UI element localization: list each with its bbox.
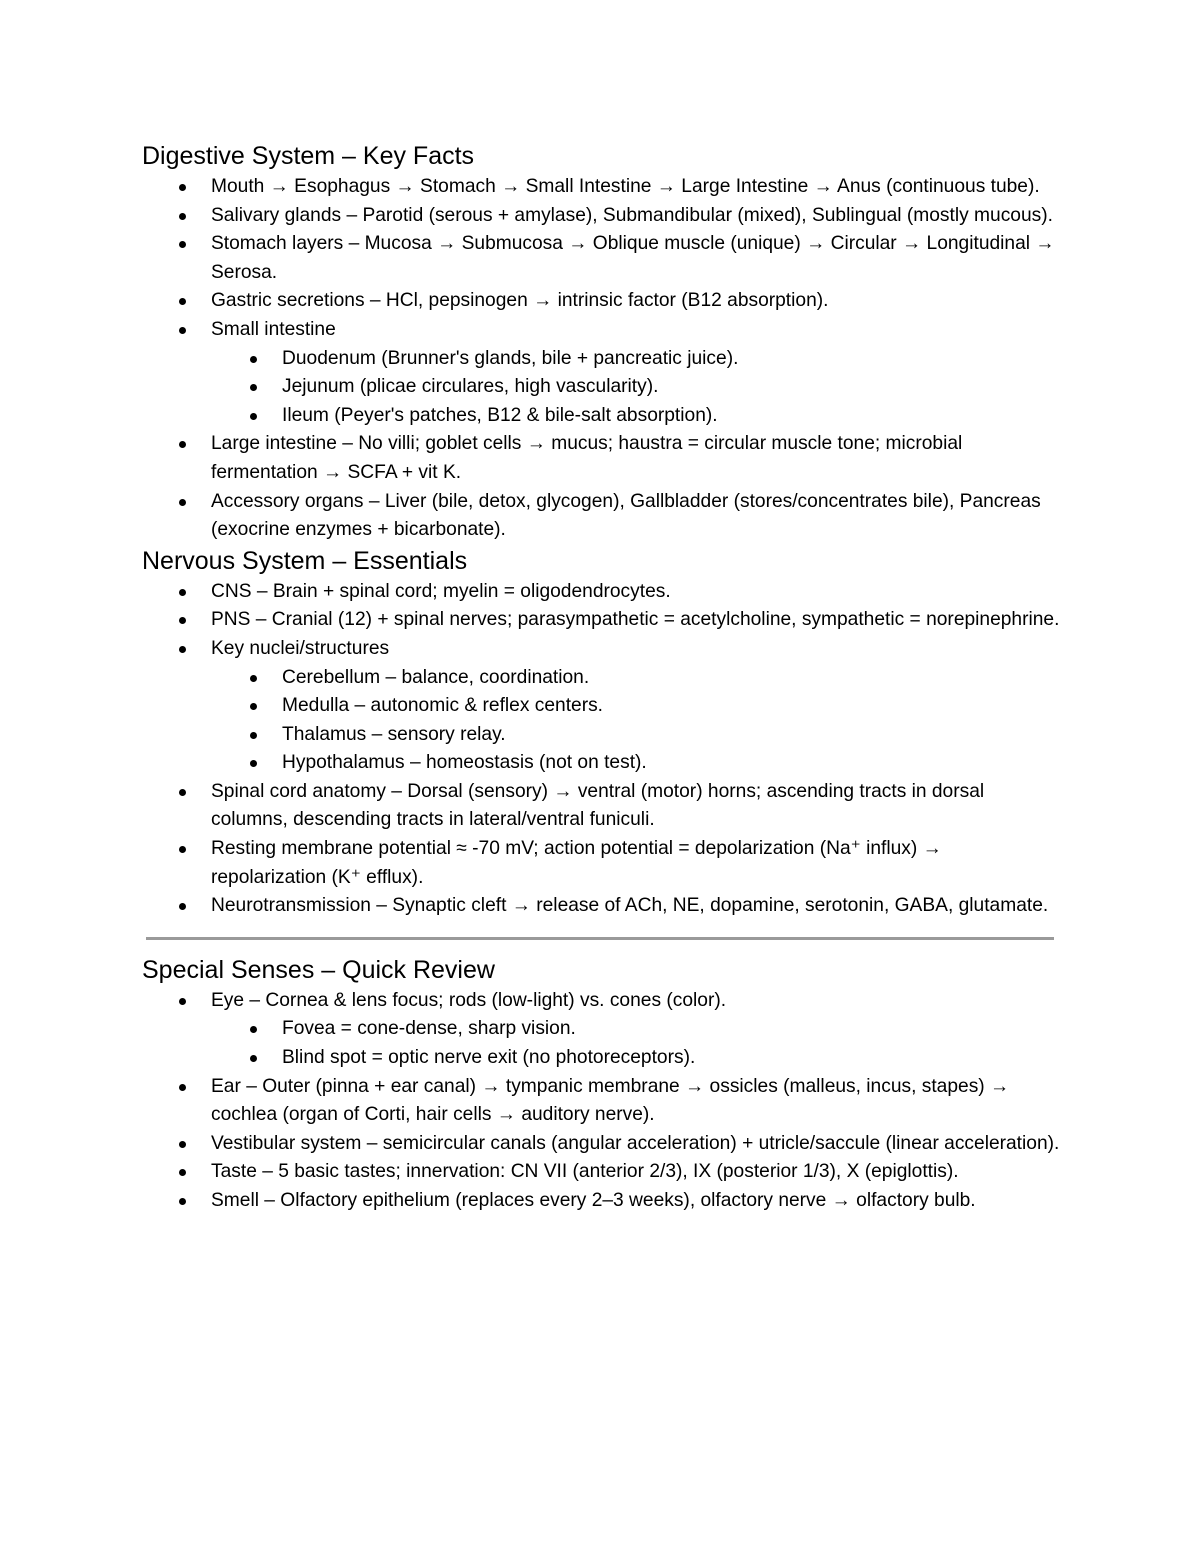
bullet-icon (250, 1026, 257, 1033)
list-item-text: Mouth → Esophagus → Stomach → Small Intestine → Large Intestine → Anus (continuous tube). (211, 176, 1040, 197)
digestive-list (142, 173, 1062, 545)
list-item (142, 1130, 1062, 1159)
bullet-icon (250, 760, 257, 767)
sublist-item-text: Duodenum (Brunner's glands, bile + pancreatic juice). (282, 347, 739, 369)
list-item-text: Large intestine – No villi; goblet cells → mucus; haustra = circular muscle tone; microbial fermentation → SCFA + vit K. (211, 433, 963, 483)
list-item (142, 606, 1062, 635)
list-item-text: Spinal cord anatomy – Dorsal (sensory) → ventral (motor) horns; ascending tracts in dorsal columns, descending tracts in lateral/ventral funiculi. (211, 780, 985, 831)
sublist-eye (211, 1015, 1062, 1072)
list-item-text: Gastric secretions – HCl, pepsinogen → intrinsic factor (B12 absorption). (211, 290, 829, 312)
bullet-icon (179, 846, 186, 853)
sublist-item-text: Jejunum (plicae circulares, high vascularity). (282, 376, 659, 398)
sublist-item-text: Hypothalamus – homeostasis (not on test). (282, 752, 647, 774)
list-item-text: CNS – Brain + spinal cord; myelin = oligodendrocytes. (211, 580, 671, 602)
list-item-text: Accessory organs – Liver (bile, detox, glycogen), Gallbladder (stores/concentrates bile), Pancreas (exocrine enzymes + bicarbonate). (211, 490, 1041, 541)
list-item-text: Eye – Cornea & lens focus; rods (low-light) vs. cones (color). (211, 989, 727, 1011)
bullet-icon (179, 1084, 186, 1091)
list-item (142, 316, 1062, 430)
bullet-icon (179, 441, 186, 448)
section-title-special-senses: Special Senses – Quick Review (142, 955, 495, 984)
list-item-text: Vestibular system – semicircular canals (angular acceleration) + utricle/saccule (linear acceleration). (211, 1132, 1060, 1154)
list-item (142, 578, 1062, 607)
sublist-item (211, 692, 1062, 721)
list-item-text: PNS – Cranial (12) + spinal nerves; parasympathetic = acetylcholine, sympathetic = norepinephrine. (211, 609, 1060, 631)
list-item (142, 835, 1062, 892)
sublist-item (211, 373, 1062, 402)
bullet-icon (250, 356, 257, 363)
sublist-item-text: Cerebellum – balance, coordination. (282, 666, 590, 688)
section-title-nervous: Nervous System – Essentials (142, 546, 468, 575)
special-senses-list (142, 987, 1062, 1216)
sublist-item-text: Fovea = cone-dense, sharp vision. (282, 1018, 576, 1040)
nervous-list (142, 578, 1062, 921)
sublist-item (211, 402, 1062, 431)
list-item (142, 892, 1062, 921)
sublist-item (211, 721, 1062, 750)
bullet-icon (179, 499, 186, 506)
list-item-text: Key nuclei/structures (211, 637, 390, 659)
sublist-item-text: Blind spot = optic nerve exit (no photoreceptors). (282, 1047, 696, 1069)
sublist-item-text: Ileum (Peyer's patches, B12 & bile-salt absorption). (282, 404, 718, 426)
sublist-item-text: Thalamus – sensory relay. (282, 723, 506, 745)
bullet-icon (250, 675, 257, 682)
sublist-small-intestine (211, 345, 1062, 431)
list-item-text: Resting membrane potential ≈ -70 mV; action potential = depolarization (Na⁺ influx) → repolarization (K⁺ efflux). (211, 838, 942, 888)
list-item (142, 1187, 1062, 1216)
sublist-item-text: Medulla – autonomic & reflex centers. (282, 695, 604, 717)
list-item-text: Smell – Olfactory epithelium (replaces every 2–3 weeks), olfactory nerve → olfactory bulb. (211, 1190, 976, 1211)
bullet-icon (179, 241, 186, 248)
bullet-icon (250, 703, 257, 710)
list-item (142, 635, 1062, 778)
bullet-icon (250, 413, 257, 420)
list-item-text: Neurotransmission – Synaptic cleft → release of ACh, NE, dopamine, serotonin, GABA, glutamate. (211, 895, 1049, 917)
list-item (142, 1073, 1062, 1130)
bullet-icon (179, 1169, 186, 1176)
bullet-icon (179, 998, 186, 1005)
list-item-text: Salivary glands – Parotid (serous + amylase), Submandibular (mixed), Sublingual (mostly mucous). (211, 204, 1053, 226)
list-item-text: Stomach layers – Mucosa → Submucosa → Oblique muscle (unique) → Circular → Longitudinal → Serosa. (211, 233, 1055, 283)
bullet-icon (179, 1198, 186, 1205)
horizontal-divider (146, 937, 1054, 940)
bullet-icon (179, 298, 186, 305)
sublist-item (211, 345, 1062, 374)
list-item (142, 778, 1062, 835)
list-item-text: Small intestine (211, 318, 336, 340)
list-item-text: Ear – Outer (pinna + ear canal) → tympanic membrane → ossicles (malleus, incus, stapes) → cochlea (organ of Corti, hair cells → auditory nerve). (211, 1075, 1010, 1126)
list-item (142, 230, 1062, 287)
bullet-icon (250, 384, 257, 391)
sublist-key-structures (211, 664, 1062, 778)
list-item (142, 287, 1062, 316)
list-item (142, 488, 1062, 545)
bullet-icon (179, 903, 186, 910)
bullet-icon (179, 789, 186, 796)
section-title-digestive: Digestive System – Key Facts (142, 142, 475, 170)
sublist-item (211, 749, 1062, 778)
list-item (142, 987, 1062, 1073)
bullet-icon (179, 1141, 186, 1148)
bullet-icon (250, 732, 257, 739)
bullet-icon (179, 617, 186, 624)
list-item (142, 430, 1062, 487)
list-item (142, 202, 1062, 231)
list-item (142, 173, 1062, 202)
document-page (142, 140, 1062, 1216)
bullet-icon (179, 213, 186, 220)
bullet-icon (250, 1055, 257, 1062)
bullet-icon (179, 646, 186, 653)
sublist-item (211, 1015, 1062, 1044)
list-item-text: Taste – 5 basic tastes; innervation: CN VII (anterior 2/3), IX (posterior 1/3), X (epiglottis). (211, 1161, 959, 1183)
sublist-item (211, 1044, 1062, 1073)
sublist-item (211, 664, 1062, 693)
list-item (142, 1158, 1062, 1187)
bullet-icon (179, 184, 186, 191)
bullet-icon (179, 327, 186, 334)
bullet-icon (179, 589, 186, 596)
